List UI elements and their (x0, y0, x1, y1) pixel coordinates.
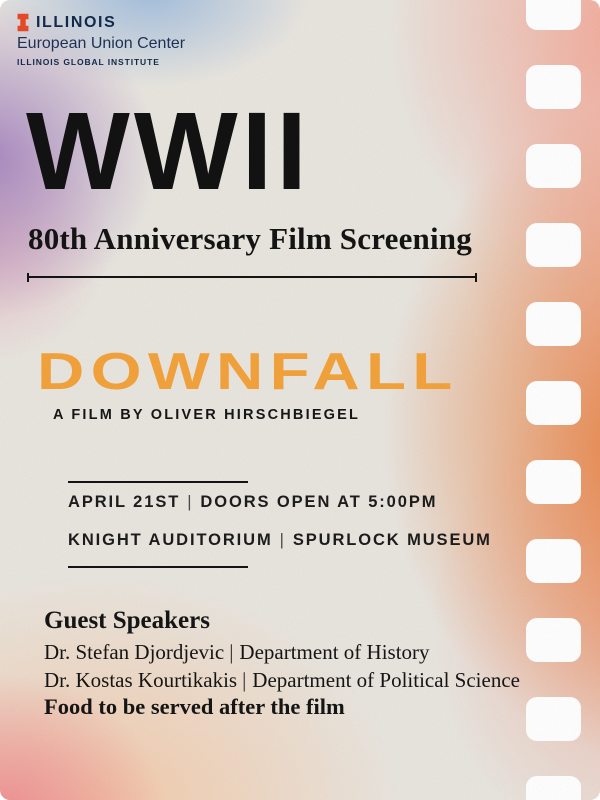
film-sprocket-hole (526, 144, 581, 188)
venue-room: KNIGHT AUDITORIUM (68, 531, 273, 549)
poster-title: WWII (26, 90, 311, 213)
film-sprocket-hole (526, 539, 581, 583)
speaker-department: Department of Political Science (252, 668, 520, 692)
illinois-wordmark: ILLINOIS (36, 13, 117, 31)
film-byline: A FILM BY OLIVER HIRSCHBIEGEL (53, 407, 361, 423)
speaker-name: Dr. Stefan Djordjevic (44, 640, 225, 664)
logo-lockup (17, 13, 185, 67)
food-note: Food to be served after the film (44, 694, 345, 719)
logo-unit-name: European Union Center (17, 35, 186, 52)
film-strip (525, 0, 600, 800)
film-sprocket-hole (526, 302, 581, 346)
film-sprocket-hole (526, 618, 581, 662)
event-doors-time: DOORS OPEN AT 5:00PM (200, 493, 438, 511)
pipe-separator: | (279, 531, 286, 549)
details-top-divider (68, 481, 248, 483)
film-sprocket-hole (526, 65, 581, 109)
film-sprocket-hole (526, 381, 581, 425)
poster-subtitle: 80th Anniversary Film Screening (28, 221, 472, 256)
details-bottom-divider (68, 566, 248, 568)
event-venue (68, 531, 492, 550)
pipe-separator: | (242, 668, 247, 692)
pipe-separator: | (187, 493, 194, 511)
logo-row (17, 13, 185, 32)
divider-line-with-end-caps (27, 273, 477, 282)
film-title: DOWNFALL (37, 343, 459, 401)
venue-building: SPURLOCK MUSEUM (292, 531, 492, 549)
film-sprocket-hole (526, 0, 581, 30)
speaker-department: Department of History (239, 640, 430, 664)
speaker-name: Dr. Kostas Kourtikakis (44, 668, 238, 692)
pipe-separator: | (229, 640, 234, 664)
film-sprocket-hole (526, 223, 581, 267)
speaker-row (44, 668, 520, 693)
event-date-time (68, 493, 437, 512)
guest-speakers-heading: Guest Speakers (44, 607, 210, 634)
logo-institute-name: ILLINOIS GLOBAL INSTITUTE (17, 57, 160, 67)
illinois-block-i-icon (17, 13, 29, 32)
film-sprocket-hole (526, 776, 581, 800)
film-sprocket-hole (526, 697, 581, 741)
speaker-row (44, 640, 430, 665)
event-date: APRIL 21ST (68, 493, 181, 511)
film-sprocket-hole (526, 460, 581, 504)
